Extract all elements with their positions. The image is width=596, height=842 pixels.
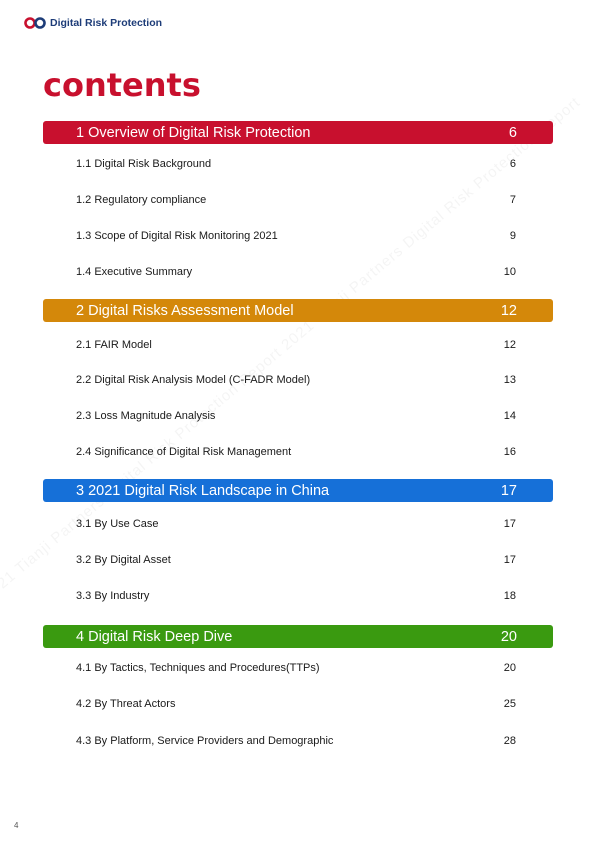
toc-item-page: 25 bbox=[503, 698, 516, 710]
toc-item-label: 1.3 Scope of Digital Risk Monitoring 2021 bbox=[76, 230, 278, 242]
toc-item-label: 2.3 Loss Magnitude Analysis bbox=[76, 410, 216, 422]
toc-item-page: 12 bbox=[503, 339, 516, 351]
toc-item-label: 3.2 By Digital Asset bbox=[76, 554, 171, 566]
toc-item[interactable] bbox=[76, 374, 516, 386]
dp-logo-icon bbox=[24, 17, 46, 29]
toc-item[interactable] bbox=[76, 230, 516, 242]
toc-item[interactable] bbox=[76, 590, 516, 602]
toc-item-page: 17 bbox=[503, 518, 516, 530]
section-page: 17 bbox=[500, 482, 517, 499]
toc-item-label: 2.2 Digital Risk Analysis Model (C-FADR Model) bbox=[76, 374, 311, 386]
toc-item-label: 1.2 Regulatory compliance bbox=[76, 194, 207, 206]
section-title: 3 2021 Digital Risk Landscape in China bbox=[76, 482, 330, 499]
toc-item-page: 13 bbox=[503, 374, 516, 386]
section-title: 4 Digital Risk Deep Dive bbox=[76, 628, 233, 645]
toc-item[interactable] bbox=[76, 194, 516, 206]
toc-item-label: 2.4 Significance of Digital Risk Management bbox=[76, 446, 292, 458]
toc-item[interactable] bbox=[76, 339, 516, 351]
toc-item-label: 1.4 Executive Summary bbox=[76, 266, 193, 278]
toc-item-page: 28 bbox=[503, 735, 516, 747]
section-page: 6 bbox=[508, 124, 517, 141]
section-1-heading[interactable] bbox=[43, 121, 553, 144]
toc-item-page: 16 bbox=[503, 446, 516, 458]
section-4-heading[interactable] bbox=[43, 625, 553, 648]
toc-item-page: 18 bbox=[503, 590, 516, 602]
toc-item[interactable] bbox=[76, 662, 516, 674]
toc-item-page: 17 bbox=[503, 554, 516, 566]
toc-item-label: 4.1 By Tactics, Techniques and Procedures(TTPs) bbox=[76, 662, 320, 674]
page-title: contents bbox=[43, 66, 201, 104]
section-2-heading[interactable] bbox=[43, 299, 553, 322]
toc-item[interactable] bbox=[76, 158, 516, 170]
toc-item[interactable] bbox=[76, 266, 516, 278]
toc-item[interactable] bbox=[76, 735, 516, 747]
toc-item[interactable] bbox=[76, 410, 516, 422]
toc-item-label: 3.3 By Industry bbox=[76, 590, 150, 602]
toc-item-page: 9 bbox=[509, 230, 516, 242]
toc-item-label: 4.3 By Platform, Service Providers and Demographic bbox=[76, 735, 334, 747]
toc-item-page: 14 bbox=[503, 410, 516, 422]
toc-item[interactable] bbox=[76, 554, 516, 566]
toc-item-label: 2.1 FAIR Model bbox=[76, 339, 152, 351]
toc-item-page: 7 bbox=[509, 194, 516, 206]
toc-item-page: 20 bbox=[503, 662, 516, 674]
toc-item[interactable] bbox=[76, 698, 516, 710]
section-page: 12 bbox=[500, 302, 517, 319]
page-number: 4 bbox=[14, 821, 19, 830]
toc-item-label: 4.2 By Threat Actors bbox=[76, 698, 176, 710]
section-page: 20 bbox=[500, 628, 517, 645]
logo-text: Digital Risk Protection bbox=[50, 17, 163, 29]
toc-item-page: 6 bbox=[509, 158, 516, 170]
section-3-heading[interactable] bbox=[43, 479, 553, 502]
toc-item-label: 3.1 By Use Case bbox=[76, 518, 159, 530]
toc-item[interactable] bbox=[76, 518, 516, 530]
toc-item[interactable] bbox=[76, 446, 516, 458]
toc-item-label: 1.1 Digital Risk Background bbox=[76, 158, 212, 170]
section-title: 2 Digital Risks Assessment Model bbox=[76, 302, 294, 319]
brand-logo bbox=[24, 17, 162, 29]
toc-item-page: 10 bbox=[503, 266, 516, 278]
section-title: 1 Overview of Digital Risk Protection bbox=[76, 124, 311, 141]
